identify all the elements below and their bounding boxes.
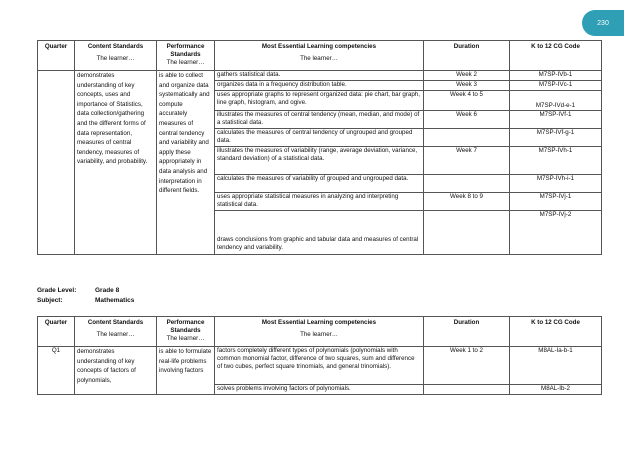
duration-cell: Week 6 (424, 111, 510, 129)
code-cell: M8AL-Ia-b-1 (510, 347, 602, 385)
quarter-cell (38, 71, 75, 255)
performance-standard-cell: is able to formulate real-life problems involving factors (157, 347, 215, 395)
header-code: K to 12 CG Code (510, 41, 602, 71)
table-header-row (38, 41, 602, 71)
grade-level-label: Grade Level: (37, 287, 77, 294)
code-cell: M7SP-IVb-1 (510, 71, 602, 81)
grade-level-value: Grade 8 (95, 287, 120, 294)
code-cell: M7SP-IVh-i-1 (510, 175, 602, 193)
competency-cell: gathers statistical data. (215, 71, 424, 81)
header-quarter: Quarter (38, 41, 75, 71)
code-cell: M7SP-IVc-1 (510, 81, 602, 91)
content-standard-cell: demonstrates understanding of key concepts, uses and importance of Statistics, data collection/gathering and the different forms of data representation, measures of central tendency, measures of variability, and probability. (75, 71, 157, 255)
header-content-standards: Content Standards The learner… (75, 41, 157, 71)
competency-cell: factors completely different types of polynomials (polynomials with common monomial factor, difference of two squares, sum and difference of two cubes, perfect square trinomials, and general trinomials). (215, 347, 424, 385)
header-content-standards: Content Standards The learner… (75, 317, 157, 347)
header-performance-standards: Performance Standards The learner… (157, 41, 215, 71)
code-cell: M7SP-IVj-1 (510, 193, 602, 211)
competency-cell: calculates the measures of variability of grouped and ungrouped data. (215, 175, 424, 193)
header-competencies: Most Essential Learning competencies The learner… (215, 41, 424, 71)
header-competencies: Most Essential Learning competencies The learner… (215, 317, 424, 347)
header-duration: Duration (424, 41, 510, 71)
header-quarter: Quarter (38, 317, 75, 347)
competency-cell: uses appropriate graphs to represent organized data: pie chart, bar graph, line graph, histogram, and ogive. (215, 91, 424, 111)
duration-cell (424, 129, 510, 147)
performance-standard-cell: is able to collect and organize data systematically and compute accurately measures of central tendency and variability and apply these appropriately in data analysis and interpretation in different fields. (157, 71, 215, 255)
header-performance-standards: Performance Standards The learner… (157, 317, 215, 347)
competency-cell: illustrates the measures of variability (range, average deviation, variance, standard deviation) of a statistical data. (215, 147, 424, 175)
code-cell: M7SP-IVd-e-1 (510, 91, 602, 111)
competency-cell: draws conclusions from graphic and tabular data and measures of central tendency and variability. (215, 211, 424, 255)
header-code: K to 12 CG Code (510, 317, 602, 347)
table-header-row (38, 317, 602, 347)
page-number: 230 (597, 19, 609, 27)
duration-cell: Week 4 to 5 (424, 91, 510, 111)
grade-level-line (37, 287, 119, 294)
duration-cell: Week 8 to 9 (424, 193, 510, 211)
table-row (38, 71, 602, 81)
duration-cell: Week 3 (424, 81, 510, 91)
duration-cell: Week 7 (424, 147, 510, 175)
competency-cell: solves problems involving factors of polynomials. (215, 385, 424, 395)
header-duration: Duration (424, 317, 510, 347)
code-cell: M7SP-IVf-1 (510, 111, 602, 129)
subject-line (37, 297, 134, 304)
code-cell: M7SP-IVh-1 (510, 147, 602, 175)
code-cell: M8AL-Ib-2 (510, 385, 602, 395)
duration-cell (424, 385, 510, 395)
quarter-cell: Q1 (38, 347, 75, 395)
content-standard-cell: demonstrates understanding of key concepts of factors of polynomials, (75, 347, 157, 395)
subject-label: Subject: (37, 297, 63, 304)
duration-cell (424, 175, 510, 193)
table-row (38, 347, 602, 385)
subject-value: Mathematics (95, 297, 135, 304)
competency-cell: calculates the measures of central tendency of ungrouped and grouped data. (215, 129, 424, 147)
curriculum-table-grade8 (37, 316, 602, 395)
competency-cell: illustrates the measures of central tendency (mean, median, and mode) of a statistical data. (215, 111, 424, 129)
duration-cell: Week 1 to 2 (424, 347, 510, 385)
page-number-badge (582, 10, 624, 36)
competency-cell: uses appropriate statistical measures in analyzing and interpreting statistical data. (215, 193, 424, 211)
code-cell: M7SP-IVj-2 (510, 211, 602, 255)
curriculum-table-grade7 (37, 40, 602, 255)
duration-cell: Week 2 (424, 71, 510, 81)
duration-cell (424, 211, 510, 255)
competency-cell: organizes data in a frequency distribution table. (215, 81, 424, 91)
code-cell: M7SP-IVf-g-1 (510, 129, 602, 147)
